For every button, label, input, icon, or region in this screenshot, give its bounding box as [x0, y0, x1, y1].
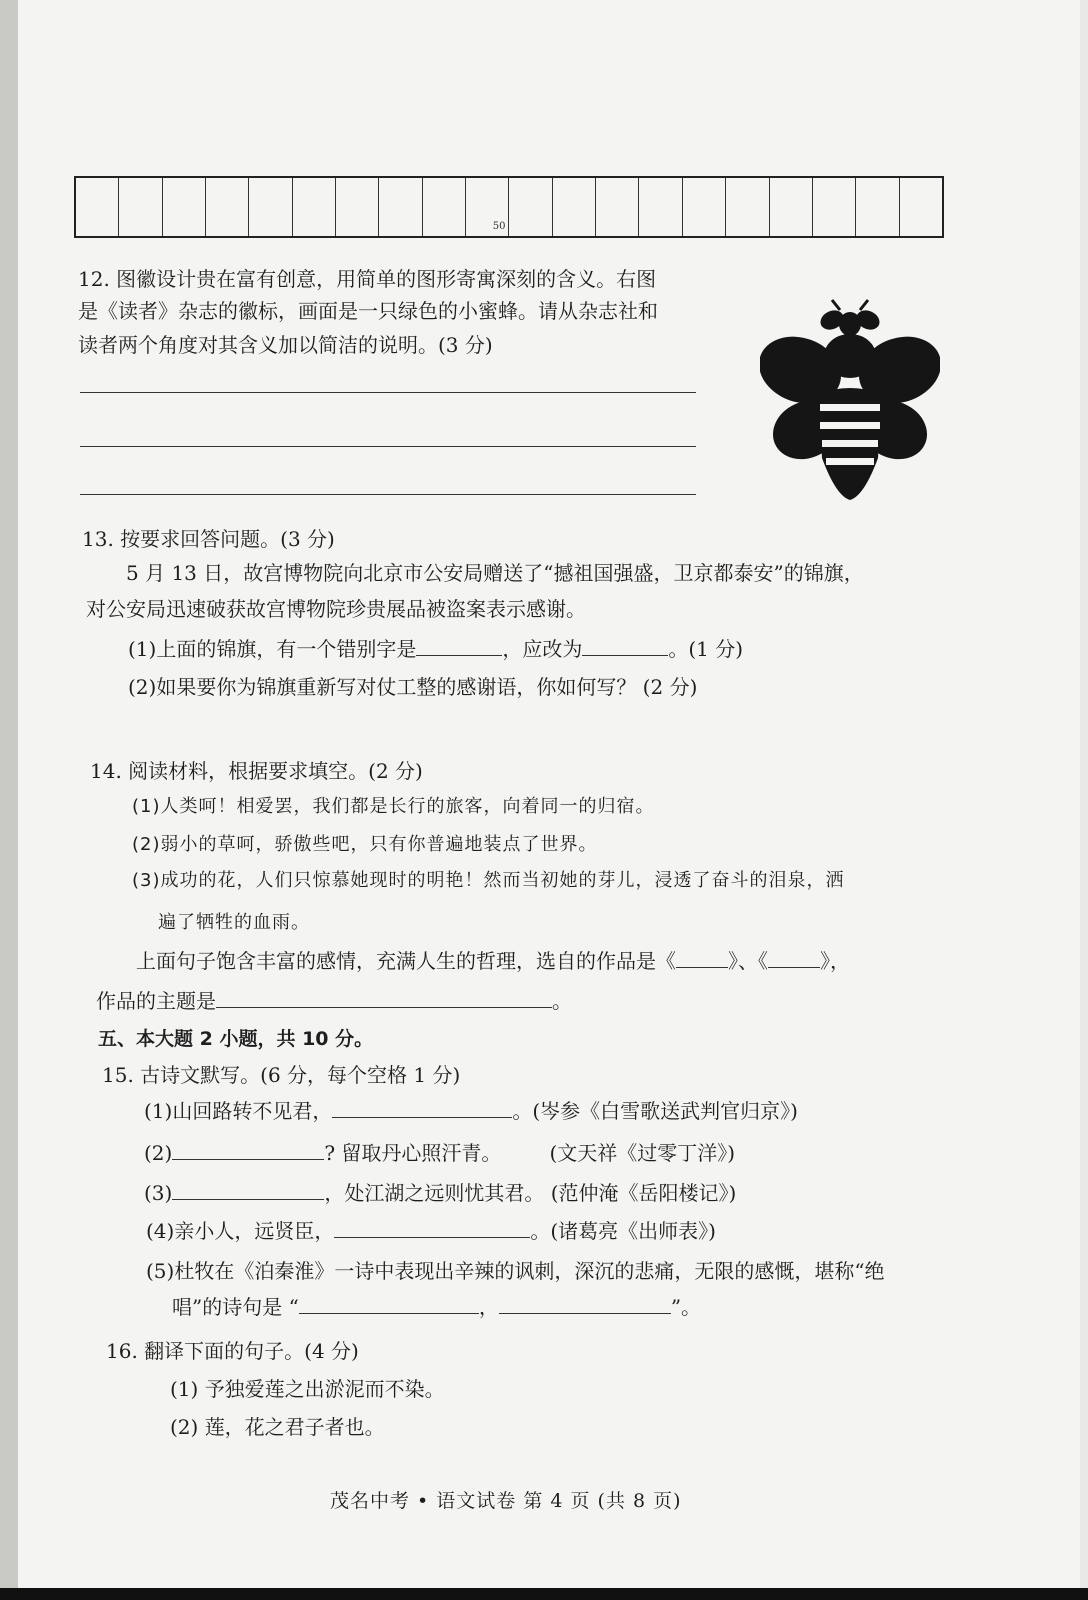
grid-cell[interactable] — [293, 178, 336, 236]
q13-title: 13. 按要求回答问题。(3 分) — [82, 527, 335, 551]
q13-correct-char-blank[interactable] — [582, 635, 668, 656]
grid-cell[interactable] — [423, 178, 466, 236]
q14-work-blank-1[interactable] — [676, 947, 728, 968]
q12-answer-line-1[interactable] — [80, 392, 696, 393]
q12-line3: 读者两个角度对其含义加以简洁的说明。(3 分) — [78, 333, 493, 357]
answer-grid[interactable] — [74, 176, 944, 238]
q14-fill: 上面句子饱含丰富的感情，充满人生的哲理，选自的作品是《 》、《 》， — [136, 949, 850, 973]
q15-item-3: (3) ，处江湖之远则忧其君。 (范仲淹《岳阳楼记》) — [144, 1181, 737, 1205]
grid-cell[interactable] — [119, 178, 162, 236]
scan-edge — [0, 0, 18, 1588]
grid-cell[interactable] — [813, 178, 856, 236]
q14-sentence-2: (2)弱小的草呵，骄傲些吧，只有你普遍地装点了世界。 — [132, 834, 598, 855]
scan-border — [0, 1588, 1088, 1600]
q15-blank-5[interactable] — [299, 1293, 479, 1314]
q14-sentence-3b: 遍了牺牲的血雨。 — [158, 912, 310, 933]
q15-blank-6[interactable] — [499, 1293, 671, 1314]
grid-count-marker: 50 — [492, 221, 506, 232]
grid-cell[interactable] — [726, 178, 769, 236]
q15-blank-1[interactable] — [332, 1097, 512, 1118]
grid-cell[interactable] — [683, 178, 726, 236]
grid-cell[interactable] — [900, 178, 942, 236]
grid-cell[interactable] — [509, 178, 552, 236]
section-5-heading: 五、本大题 2 小题，共 10 分。 — [98, 1028, 374, 1050]
page-footer: 茂名中考 • 语文试卷 第 4 页 (共 8 页) — [330, 1490, 682, 1512]
bee-logo-icon — [760, 298, 940, 503]
q15-blank-4[interactable] — [334, 1217, 530, 1238]
grid-cell[interactable] — [379, 178, 422, 236]
grid-cell[interactable] — [76, 178, 119, 236]
q15-item-5a: (5)杜牧在《泊秦淮》一诗中表现出辛辣的讽刺，深沉的悲痛，无限的感慨，堪称“绝 — [146, 1259, 885, 1283]
q15-blank-3[interactable] — [172, 1179, 324, 1200]
q15-item-2: (2) ? 留取丹心照汗青。 (文天祥《过零丁洋》) — [144, 1141, 736, 1165]
grid-cell[interactable] — [163, 178, 206, 236]
grid-cell[interactable] — [639, 178, 682, 236]
q14-theme: 作品的主题是 。 — [96, 989, 572, 1013]
grid-cell[interactable] — [856, 178, 899, 236]
grid-cell[interactable] — [770, 178, 813, 236]
q12-answer-line-2[interactable] — [80, 446, 696, 447]
grid-cell[interactable] — [596, 178, 639, 236]
q16-sentence-2: (2) 莲，花之君子者也。 — [170, 1415, 385, 1439]
q15-item-1: (1)山回路转不见君， 。(岑参《白雪歌送武判官归京》) — [144, 1099, 798, 1123]
q13-sub1: (1)上面的锦旗，有一个错别字是 ，应改为 。(1 分) — [128, 637, 744, 661]
q14-sentence-3a: (3)成功的花，人们只惊慕她现时的明艳！然而当初她的芽儿，浸透了奋斗的泪泉，洒 — [132, 870, 845, 891]
q14-theme-blank[interactable] — [216, 987, 552, 1008]
q14-sentence-1: (1)人类呵！相爱罢，我们都是长行的旅客，向着同一的归宿。 — [132, 796, 655, 817]
q14-work-blank-2[interactable] — [768, 947, 820, 968]
grid-cell[interactable] — [249, 178, 292, 236]
q13-wrong-char-blank[interactable] — [416, 635, 502, 656]
grid-cell[interactable] — [466, 178, 509, 236]
q12-answer-line-3[interactable] — [80, 494, 696, 495]
q12-line2: 是《读者》杂志的徽标，画面是一只绿色的小蜜蜂。请从杂志社和 — [78, 299, 658, 323]
q13-sub2: (2)如果要你为锦旗重新写对仗工整的感谢语，你如何写？ (2 分) — [128, 675, 698, 699]
grid-cell[interactable] — [553, 178, 596, 236]
q14-title: 14. 阅读材料，根据要求填空。(2 分) — [90, 759, 423, 783]
q15-item-5b: 唱”的诗句是 “ ， ”。 — [172, 1295, 702, 1319]
q16-title: 16. 翻译下面的句子。(4 分) — [106, 1339, 359, 1363]
grid-cell[interactable] — [336, 178, 379, 236]
q16-sentence-1: (1) 予独爱莲之出淤泥而不染。 — [170, 1377, 445, 1401]
q15-blank-2[interactable] — [172, 1139, 324, 1160]
grid-cell[interactable] — [206, 178, 249, 236]
q12-line1: 12. 图徽设计贵在富有创意，用简单的图形寄寓深刻的含义。右图 — [78, 267, 657, 291]
q15-title: 15. 古诗文默写。(6 分，每个空格 1 分) — [102, 1063, 461, 1087]
q13-para2: 对公安局迅速破获故宫博物院珍贵展品被盗案表示感谢。 — [86, 597, 586, 621]
q13-para1: 5 月 13 日，故宫博物院向北京市公安局赠送了“撼祖国强盛，卫京都泰安”的锦旗， — [126, 561, 864, 585]
q15-item-4: (4)亲小人，远贤臣， 。(诸葛亮《出师表》) — [146, 1219, 716, 1243]
